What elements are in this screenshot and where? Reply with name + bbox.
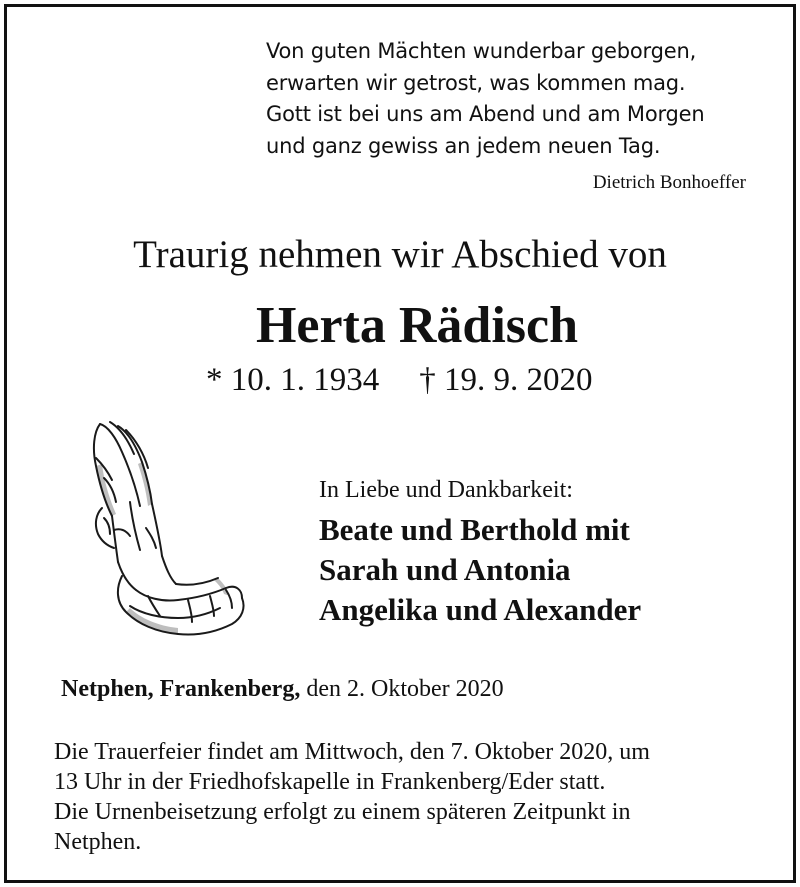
thanks-label: In Liebe und Dankbarkeit: [319,477,573,503]
notice-line: 13 Uhr in der Friedhofskapelle in Frankenberg/Eder statt. [54,769,606,795]
service-notice [54,737,650,857]
life-dates [206,362,593,399]
quote-line: Von guten Mächten wunderbar geborgen, [266,39,697,63]
notice-line: Netphen. [54,829,142,855]
praying-hands-icon [86,418,258,640]
bonhoeffer-quote [266,36,705,162]
quote-line: und ganz gewiss an jedem neuen Tag. [266,133,661,158]
place-and-date [61,676,504,703]
quote-line: erwarten wir getrost, was kommen mag. [266,70,686,95]
mourner-line: Sarah und Antonia [319,552,571,587]
notice-line: Die Trauerfeier findet am Mittwoch, den 7. Oktober 2020, um [54,739,650,765]
farewell-headline: Traurig nehmen wir Abschied von [133,233,667,276]
mourners-list [319,510,641,630]
notice-date: den 2. Oktober 2020 [306,676,504,702]
mourner-line: Angelika und Alexander [319,592,642,627]
quote-line: Gott ist bei uns am Abend und am Morgen [266,102,705,126]
notice-line: Die Urnenbeisetzung erfolgt zu einem späteren Zeitpunkt in [54,799,631,825]
quote-author: Dietrich Bonhoeffer [592,172,746,193]
death-date: † 19. 9. 2020 [419,362,593,398]
mourner-line: Beate und Berthold mit [319,512,630,547]
place-names: Netphen, Frankenberg, [61,676,301,702]
birth-date: * 10. 1. 1934 [206,362,380,398]
deceased-name: Herta Rädisch [255,297,579,354]
